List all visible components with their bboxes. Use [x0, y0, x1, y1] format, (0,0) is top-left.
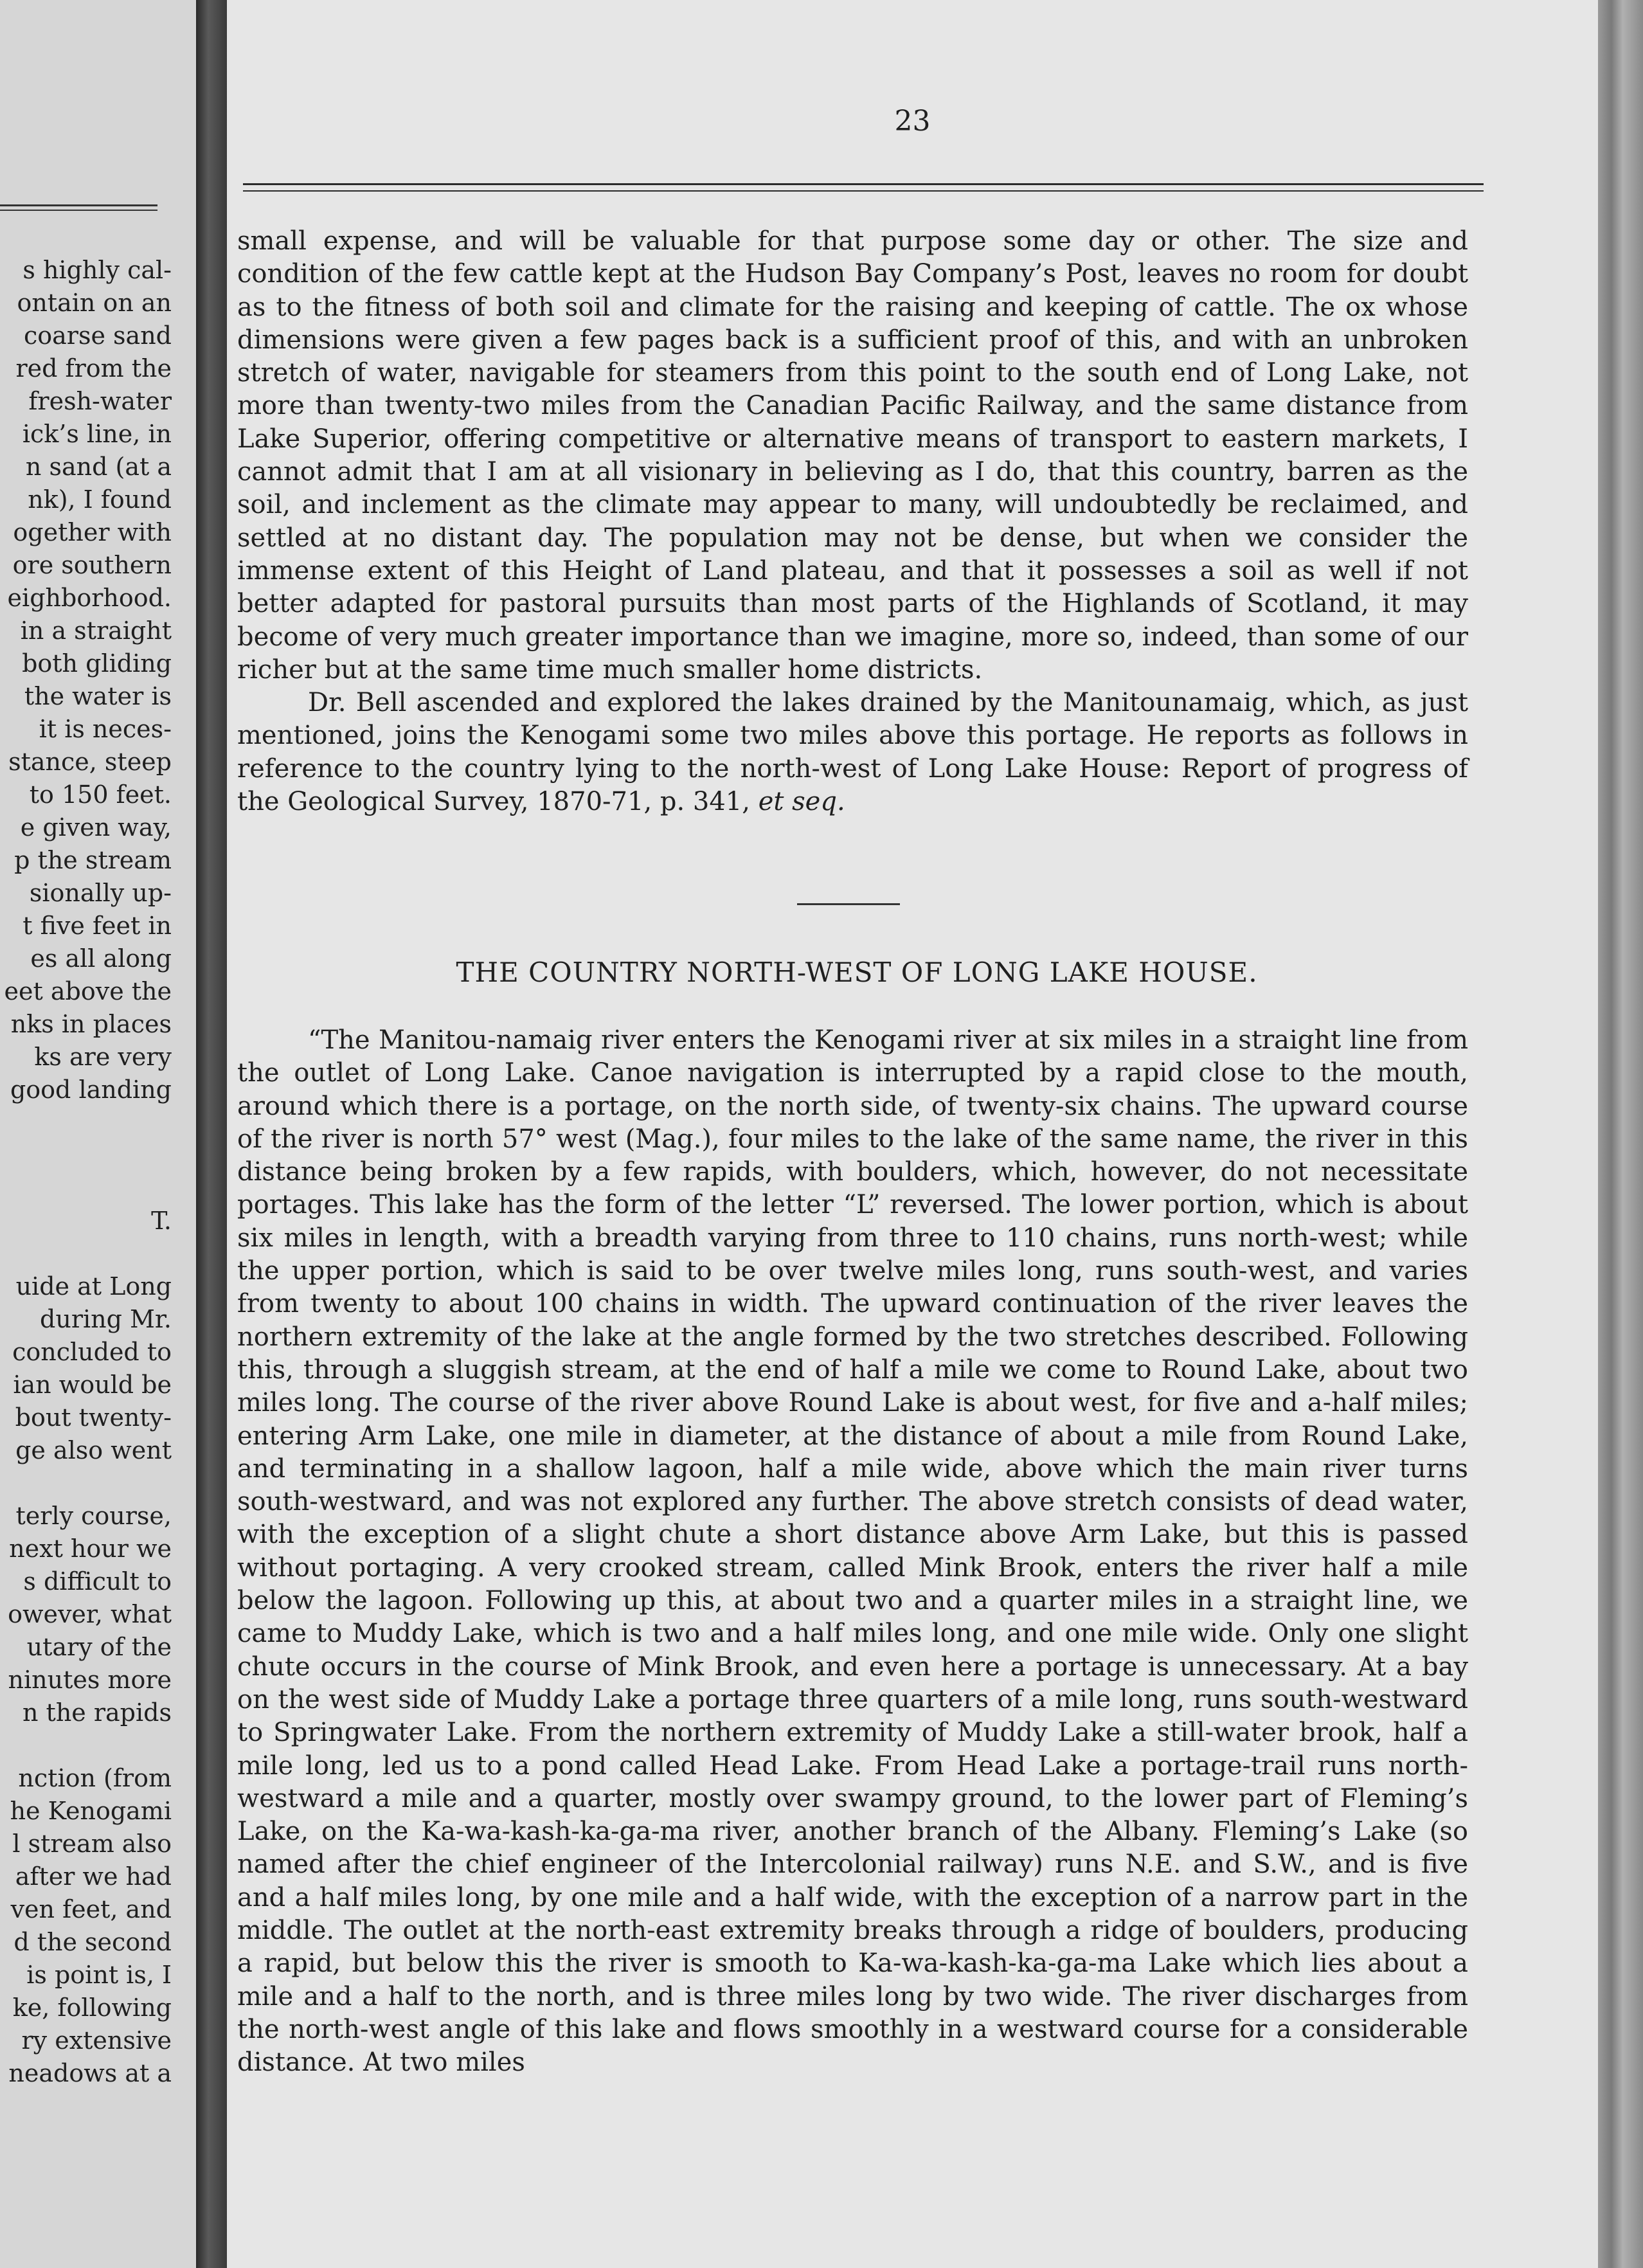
body-text-top [237, 225, 1468, 818]
facing-page-line: in a straight [20, 616, 172, 645]
facing-page-line: n sand (at a [25, 453, 172, 481]
facing-page-line: ven feet, and [10, 1895, 172, 1923]
facing-page-line: both gliding [22, 649, 172, 678]
facing-page-line: is point is, I [26, 1961, 172, 1989]
facing-page-line: p the stream [14, 846, 172, 874]
facing-page-line: s difficult to [23, 1567, 172, 1596]
facing-page-line: after we had [15, 1862, 172, 1891]
paragraph-dr-bell [237, 687, 1468, 818]
facing-page-line: coarse sand [23, 321, 172, 350]
body-text-bottom [237, 1024, 1468, 2080]
facing-page-line: nction (from [18, 1764, 172, 1792]
facing-page-line: bout twenty- [15, 1403, 172, 1432]
facing-page-line: nk), I found [28, 485, 172, 514]
facing-page-line [0, 1729, 172, 1762]
facing-page-line: fresh-water [28, 387, 172, 415]
facing-page-line: concluded to [12, 1338, 172, 1366]
facing-page-line: owever, what [8, 1600, 172, 1628]
facing-page-line: next hour we [9, 1534, 172, 1563]
facing-page-line: eet above the [4, 977, 172, 1005]
facing-page-line: s highly cal- [22, 256, 172, 284]
facing-page-line: eighborhood. [7, 584, 172, 612]
paragraph-continuation: small expense, and will be valuable for that purpose some day or other. The size and condition of the few cattle kept at the Hudson Bay Company’s Post, leaves no room for doubt as to the fitness of both soil and climate for the raising and keeping of cattle. The ox whose dimensions were given a few pages back is a sufficient proof of this, and with an unbroken stretch of water, navigable for steamers from this point to the south end of Long Lake, not more than twenty-two miles from the Canadian Pacific Railway, and the same distance from Lake Superior, offering competitive or alternative means of transport to eastern markets, I cannot admit that I am at all visionary in believing as I do, that this country, barren as the soil, and inclement as the climate may appear to many, will undoubtedly be reclaimed, and settled at no distant day. The population may not be dense, but when we consider the immense extent of this Height of Land plateau, and that it possesses a soil as well if not better adapted for pastoral pursuits than most parts of the Highlands of Scotland, it may become of very much greater importance than we imagine, more so, indeed, than some of our richer but at the same time much smaller home districts. [237, 226, 1468, 685]
page-number: 23 [894, 105, 931, 138]
facing-page-line [0, 1106, 172, 1139]
facing-page-header-rule [0, 204, 157, 211]
facing-page-line: it is neces- [39, 715, 172, 743]
facing-page-line [0, 1139, 172, 1172]
facing-page-line: ian would be [13, 1371, 172, 1399]
facing-page-line: e given way, [20, 813, 172, 842]
facing-page-line: n the rapids [22, 1698, 172, 1727]
facing-page-line: terly course, [15, 1502, 172, 1530]
page-edge [1598, 0, 1643, 2268]
facing-page-line: red from the [15, 354, 172, 382]
facing-page-line: uide at Long [15, 1272, 172, 1300]
section-heading: THE COUNTRY NORTH-WEST OF LONG LAKE HOUSE. [456, 957, 1258, 988]
facing-page-line: ry extensive [21, 2026, 172, 2055]
facing-page-line: ge also went [15, 1436, 172, 1464]
facing-page-text [0, 254, 172, 2090]
facing-page-fragment [0, 0, 196, 2268]
facing-page-line: the water is [24, 682, 172, 710]
paragraph-dr-bell-text: Dr. Bell ascended and explored the lakes drained by the Manitounamaig, which, as just mentioned, joins the Kenogami some two miles above this portage. He reports as follows in reference to the country lying to the north-west of Long Lake House: Report of progress of the Geological Survey, 1870-71, p. 341, [237, 688, 1468, 817]
facing-page-line: utary of the [26, 1633, 172, 1661]
facing-page-line: ks are very [34, 1043, 172, 1071]
facing-page-line: ninutes more [8, 1666, 172, 1694]
header-rule [243, 183, 1484, 192]
facing-page-line [0, 1238, 172, 1270]
facing-page-line: d the second [13, 1928, 172, 1956]
facing-page-line: ore southern [12, 551, 172, 579]
paragraph-quote: “The Manitou-namaig river enters the Kenogami river at six miles in a straight line from the outlet of Long Lake. Canoe navigation is interrupted by a rapid close to the mouth, around which there is a portage, on the north side, of twenty-six chains. The upward course of the river is north 57° west (Mag.), four miles to the lake of the same name, the river in this distance being broken by a few rapids, with boulders, which, however, do not necessitate portages. This lake has the form of the letter “L” reversed. The lower portion, which is about six miles in length, with a breadth varying from three to 110 chains, runs north-west; while the upper portion, which is said to be over twelve miles long, runs south-west, and varies from twenty to about 100 chains in width. The upward continuation of the river leaves the northern extremity of the lake at the angle formed by the two stretches described. Following this, through a sluggish stream, at the end of half a mile we come to Round Lake, about two miles long. The course of the river above Round Lake is about west, for five and a-half miles; entering Arm Lake, one mile in diameter, at the distance of about a mile from Round Lake, and terminating in a shallow lagoon, half a mile wide, above which the main river turns south-westward, and was not explored any further. The above stretch consists of dead water, with the exception of a slight chute a short distance above Arm Lake, but this is passed without portaging. A very crooked stream, called Mink Brook, enters the river half a mile below the lagoon. Following up this, at about two and a quarter miles in a straight line, we came to Muddy Lake, which is two and a half miles long, and one mile wide. Only one slight chute occurs in the course of Mink Brook, and even here a portage is unnecessary. At a bay on the west side of Muddy Lake a portage three quarters of a mile long, runs south-westward to Springwater Lake. From the northern extremity of Muddy Lake a still-water brook, half a mile long, led us to a pond called Head Lake. From Head Lake a portage-trail runs north-westward a mile and a quarter, mostly over swampy ground, to the lower part of Fleming’s Lake, on the Ka-wa-kash-ka-ga-ma river, another branch of the Albany. Fleming’s Lake (so named after the chief engineer of the Intercolonial railway) runs N.E. and S.W., and is five and a half miles long, by one mile and a half wide, with the exception of a narrow part in the middle. The outlet at the north-east extremity breaks through a ridge of boulders, producing a rapid, but below this the river is smooth to Ka-wa-kash-ka-ga-ma Lake which lies about a mile and a half to the north, and is three miles long by two wide. The river discharges from the north-west angle of this lake and flows smoothly in a westward course for a considerable distance. At two miles [237, 1025, 1468, 2078]
facing-page-line: ick’s line, in [22, 420, 172, 448]
facing-page-line [0, 1467, 172, 1500]
et-seq: et seq. [758, 787, 845, 817]
facing-page-line: neadows at a [8, 2059, 172, 2087]
facing-page-line: sionally up- [29, 879, 172, 907]
facing-page-line: ontain on an [17, 289, 172, 317]
main-page [227, 0, 1598, 2268]
facing-page-line: t five feet in [22, 912, 172, 940]
facing-page-line: he Kenogami [10, 1797, 172, 1825]
book-gutter [196, 0, 227, 2268]
facing-page-line: ogether with [13, 518, 172, 546]
facing-page-line: nks in places [10, 1010, 172, 1038]
facing-page-line: to 150 feet. [29, 780, 172, 809]
facing-page-line: T. [151, 1207, 172, 1235]
facing-page-line: good landing [10, 1076, 172, 1104]
section-divider [797, 903, 900, 905]
facing-page-line [0, 1172, 172, 1205]
facing-page-line: es all along [30, 944, 172, 973]
facing-page-line: during Mr. [40, 1305, 172, 1333]
facing-page-line: stance, steep [8, 748, 172, 776]
facing-page-line: l stream also [12, 1830, 172, 1858]
facing-page-line: ke, following [12, 1994, 172, 2022]
